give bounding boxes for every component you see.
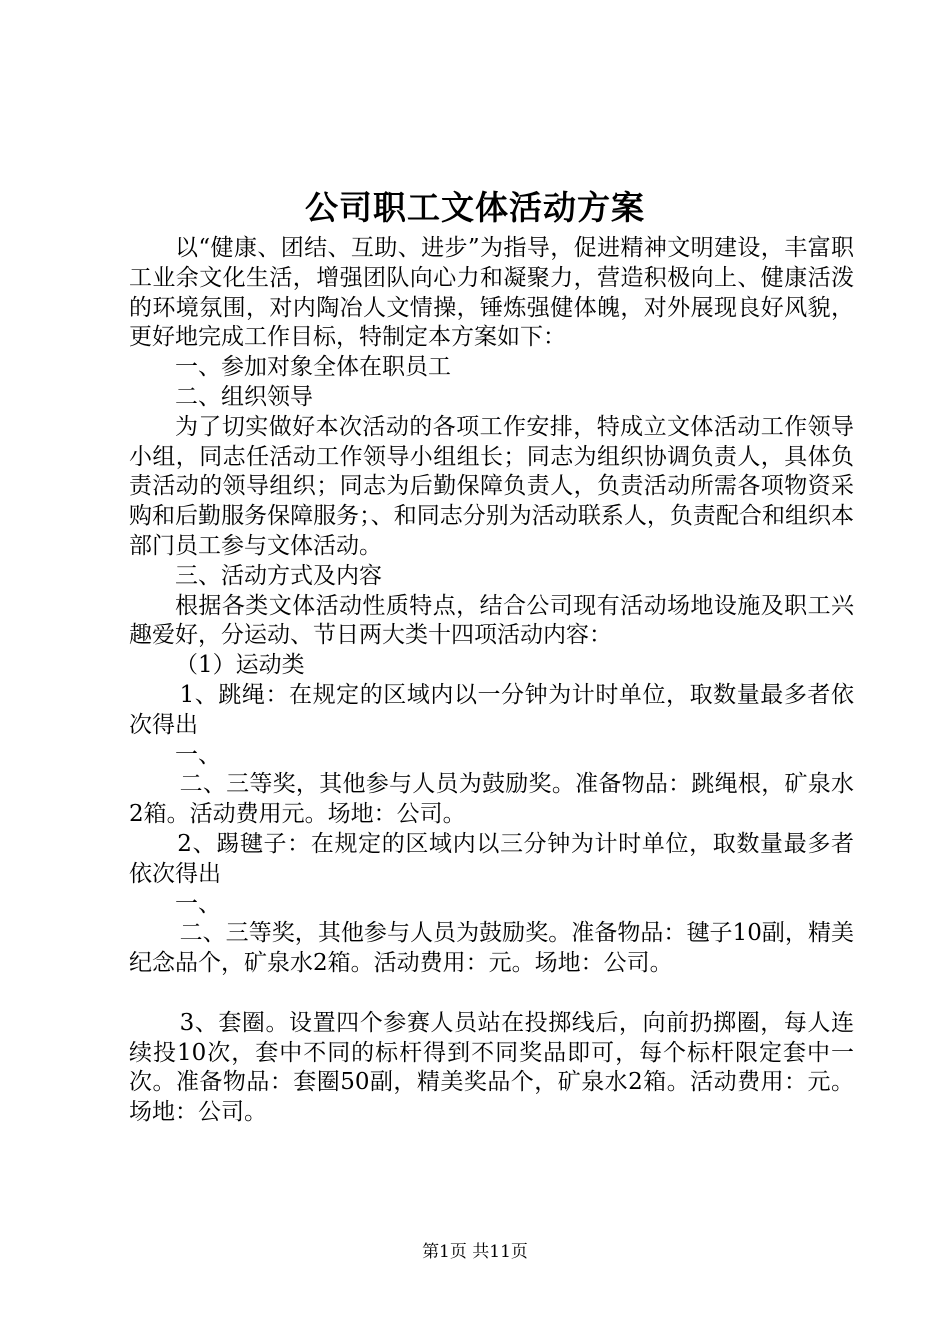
paragraph-section-3: 三、活动方式及内容 xyxy=(175,562,382,589)
blank-line xyxy=(129,979,854,1009)
paragraph-category-sports: （1）运动类 xyxy=(175,652,305,679)
paragraph-activity-overview: 根据各类文体活动性质特点，结合公司现有活动场地设施及职工兴趣爱好，分运动、节日两大类十四项活动内容： xyxy=(129,592,854,649)
paragraph-shuttlecock-prizes: 二、三等奖，其他参与人员为鼓励奖。准备物品：毽子10副，精美纪念品个，矿泉水2箱。活动费用：元。场地：公司。 xyxy=(129,920,854,977)
paragraph-shuttlecock-first: 一、 xyxy=(175,890,221,917)
paragraph-jump-rope: 1、跳绳：在规定的区域内以一分钟为计时单位，取数量最多者依次得出 xyxy=(129,681,854,738)
paragraph-intro: 以“健康、团结、互助、进步”为指导，促进精神文明建设，丰富职工业余文化生活，增强团队向心力和凝聚力，营造积极向上、健康活泼的环境氛围，对内陶冶人文情操，锤炼强健体魄，对外展现良好风貌，更好地完成工作目标，特制定本方案如下： xyxy=(129,235,854,351)
paragraph-section-1: 一、参加对象全体在职员工 xyxy=(175,354,451,381)
paragraph-jump-rope-prizes: 二、三等奖，其他参与人员为鼓励奖。准备物品：跳绳根，矿泉水2箱。活动费用元。场地：公司。 xyxy=(129,771,854,828)
paragraph-section-2: 二、组织领导 xyxy=(175,383,313,410)
paragraph-ring-toss: 3、套圈。设置四个参赛人员站在投掷线后，向前扔掷圈，每人连续投10次，套中不同的标杆得到不同奖品即可，每个标杆限定套中一次。准备物品：套圈50副，精美奖品个，矿泉水2箱。活动费用：元。场地：公司。 xyxy=(129,1009,854,1126)
paragraph-jump-rope-first: 一、 xyxy=(175,741,221,768)
page-footer: 第1页 共11页 xyxy=(422,1242,528,1262)
document-body xyxy=(129,234,854,1128)
paragraph-shuttlecock: 2、踢毽子：在规定的区域内以三分钟为计时单位，取数量最多者依次得出 xyxy=(129,830,854,887)
paragraph-organization: 为了切实做好本次活动的各项工作安排，特成立文体活动工作领导小组，同志任活动工作领导小组组长；同志为组织协调负责人，具体负责活动的领导组织；同志为后勤保障负责人，负责活动所需各项物资采购和后勤服务保障服务；、和同志分别为活动联系人，负责配合和组织本部门员工参与文体活动。 xyxy=(129,413,854,559)
document-title: 公司职工文体活动方案 xyxy=(305,188,645,227)
